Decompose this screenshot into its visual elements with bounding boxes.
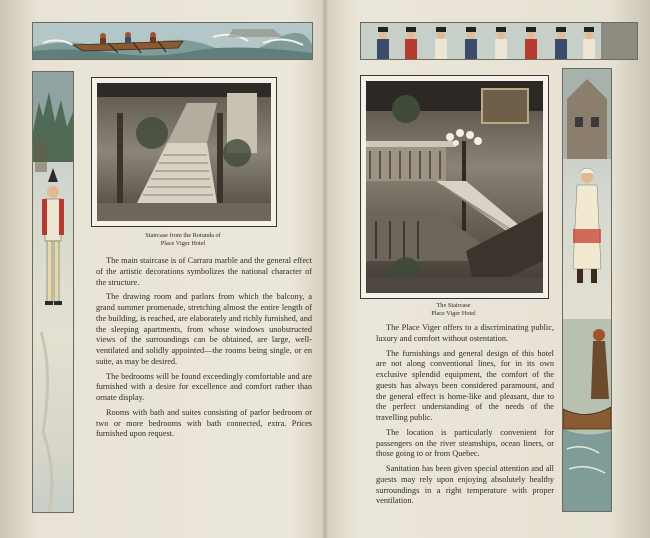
right-page [326, 0, 650, 538]
left-caption-line-2: Place Viger Hotel [160, 240, 206, 247]
right-caption-line-1: The Staircase [436, 302, 471, 309]
soldiers-illustration [360, 22, 638, 60]
left-paragraph-4: Rooms with bath and suites consisting of parlor bedroom or two or more bedrooms with bath connected, extra. Prices furnished upon request. [96, 407, 312, 439]
right-paragraph-2: The furnishings and general design of this hotel are not along conventional lines, for in its own exclusive splendid equipment, the comfort of the guests has always been considered paramount, and the general effect is home-like and pleasant, due to the perfect understanding of the needs of the travelling public. [376, 348, 554, 422]
canoe-illustration [32, 22, 313, 60]
right-paragraph-4: Sanitation has been given special attention and all guests may rely upon enjoying absolutely healthy surroundings in a right temperature with proper ventilation. [376, 464, 554, 506]
left-photo-caption [91, 232, 275, 248]
right-caption-line-2: Place Viger Hotel [431, 310, 476, 317]
soldier-illustration [32, 71, 74, 513]
left-paragraph-3: The bedrooms will be found exceedingly comfortable and are furnished with a desire for excellence and comfort rather than ornate display. [96, 371, 312, 402]
right-body-text [376, 323, 554, 511]
left-body-text [96, 256, 312, 444]
habitant-illustration [562, 68, 612, 512]
staircase-photo [360, 75, 549, 299]
left-page [0, 0, 324, 538]
right-paragraph-3: The location is particularly convenient for passengers on the river steamships, ocean liners, or those going to or from Quebec. [376, 427, 554, 459]
right-photo-caption [360, 302, 547, 318]
right-paragraph-1: The Place Viger offers to a discriminating public, luxury and comfort without ostentation. [376, 323, 554, 343]
left-paragraph-1: The main staircase is of Carrara marble and the general effect of the artistic decorations symbolizes the national character of the structure. [96, 256, 312, 287]
left-caption-line-1: Staircase from the Rotunda of [145, 232, 221, 239]
left-paragraph-2: The drawing room and parlors from which the balcony, a grand summer promenade, stretching almost the entire length of the building, is reached, are elaborately and richly furnished, and the sleeping apartments, from whose windows unobstructed views of the surroundings can be obtained, are large, well-ventilated and solidly appointed—the rooms being single, or en suite, as may be desired. [96, 292, 312, 366]
rotunda-staircase-photo [91, 77, 277, 227]
